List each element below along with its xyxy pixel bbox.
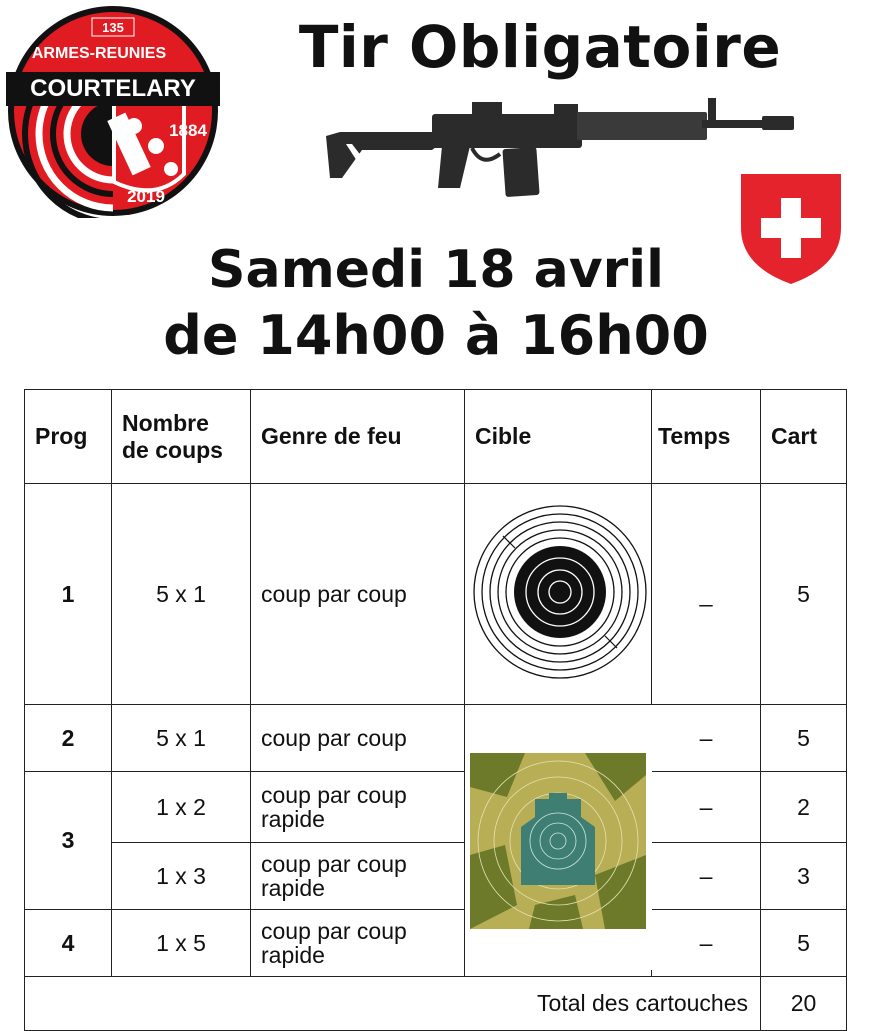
total-row: [25, 977, 847, 1031]
row-temps: –: [652, 705, 761, 772]
row-temps: –: [652, 772, 761, 843]
header-cart: Cart: [761, 390, 847, 484]
row-coups: 1 x 5: [112, 910, 251, 977]
row-cart: 5: [761, 910, 847, 977]
target-b-icon: [465, 705, 652, 970]
row-cart: 3: [761, 843, 847, 910]
row-cart: 5: [761, 484, 847, 705]
logo-club-top: ARMES-REUNIES: [31, 45, 167, 62]
page-title: Tir Obligatoire: [298, 13, 782, 81]
cible-a-target: [465, 484, 652, 705]
row-feu-line1: coup par coup: [261, 782, 407, 808]
row-feu-line1: coup par coup: [261, 918, 407, 944]
row-prog: 4: [25, 910, 112, 977]
club-logo: [6, 4, 220, 218]
header-cible: Cible: [465, 390, 652, 484]
row-feu: [251, 772, 465, 843]
row-coups: 1 x 3: [112, 843, 251, 910]
row-prog: 3: [25, 772, 112, 910]
program-table: [24, 389, 847, 1031]
table-row: [25, 910, 847, 977]
event-date: Samedi 18 avril: [208, 240, 664, 300]
event-time: de 14h00 à 16h00: [163, 304, 709, 367]
row-coups: 1 x 2: [112, 772, 251, 843]
header-nombre-line2: de coups: [122, 436, 223, 463]
row-feu-line1: coup par coup: [261, 851, 407, 877]
row-feu-line2: rapide: [261, 806, 325, 832]
row-cart: 5: [761, 705, 847, 772]
row-feu: [251, 843, 465, 910]
header-temps: Temps: [652, 390, 761, 484]
row-temps: –: [652, 910, 761, 977]
cible-b-target: [465, 705, 652, 977]
row-feu: [251, 910, 465, 977]
header-prog: Prog: [25, 390, 112, 484]
table-row: [25, 772, 847, 843]
header-nombre-line1: Nombre: [122, 409, 209, 436]
rifle-icon: [322, 92, 798, 204]
row-coups: 5 x 1: [112, 705, 251, 772]
table-header-row: [25, 390, 847, 484]
logo-year-current: 2019: [127, 187, 165, 206]
row-temps: _: [652, 484, 761, 705]
total-label: Total des cartouches: [25, 977, 761, 1031]
row-feu-line2: rapide: [261, 942, 325, 968]
row-cart: 2: [761, 772, 847, 843]
row-temps: –: [652, 843, 761, 910]
logo-badge: 135: [102, 20, 124, 35]
target-a-icon: [465, 484, 652, 698]
row-feu: coup par coup: [251, 705, 465, 772]
logo-year-founded: 1884: [169, 121, 207, 140]
header-genre: Genre de feu: [251, 390, 465, 484]
row-coups: 5 x 1: [112, 484, 251, 705]
table-row: [25, 705, 847, 772]
row-feu-line2: rapide: [261, 875, 325, 901]
logo-club-name: COURTELARY: [30, 75, 196, 102]
header-nombre: [112, 390, 251, 484]
row-feu: coup par coup: [251, 484, 465, 705]
row-prog: 1: [25, 484, 112, 705]
table-row: [25, 484, 847, 705]
row-prog: 2: [25, 705, 112, 772]
table-row: [25, 843, 847, 910]
total-value: 20: [761, 977, 847, 1031]
